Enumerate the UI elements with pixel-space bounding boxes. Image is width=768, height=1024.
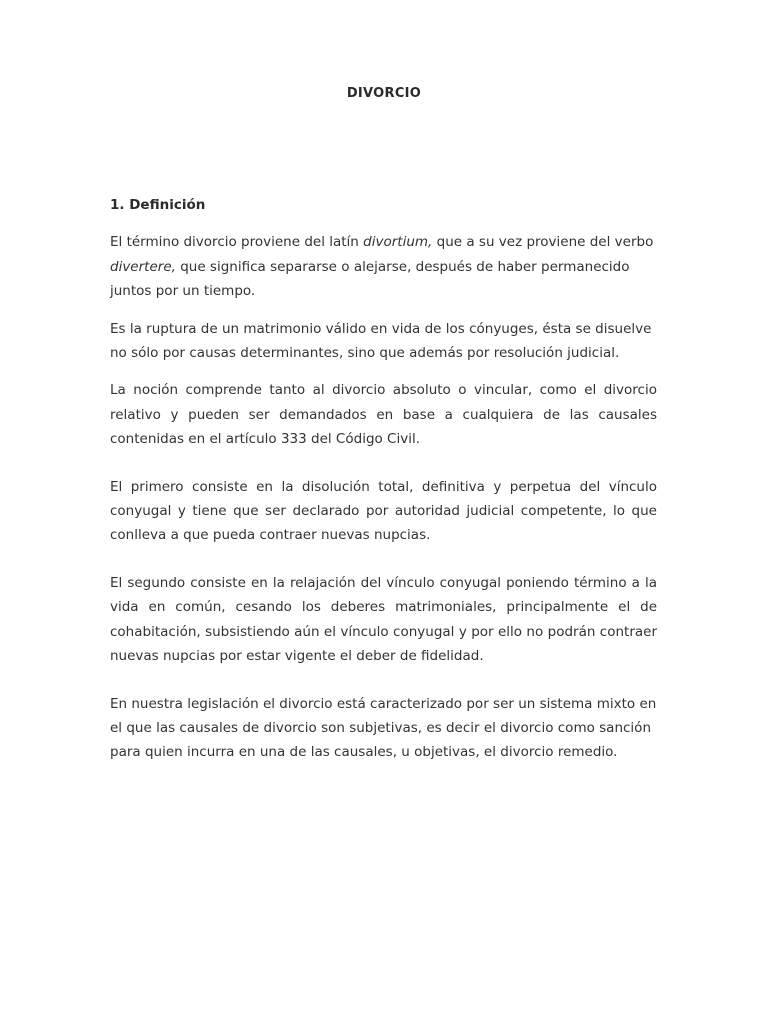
paragraph-definition-etymology [110,230,657,303]
paragraph-types: La noción comprende tanto al divorcio absoluto o vincular, como el divorcio relativo y pueden ser demandados en base a cualquiera de las causales contenidas en el artículo 333 del Código Civil. [110,382,657,448]
paragraph-legislation: En nuestra legislación el divorcio está caracterizado por ser un sistema mixto en el que las causales de divorcio son subjetivas, es decir el divorcio como sanción para quien incurra en una de las causales, u objetivas, el divorcio remedio. [110,695,657,761]
section-heading: 1. Definición [110,197,206,213]
paragraph-definition-rupture: Es la ruptura de un matrimonio válido en vida de los cónyuges, ésta se disuelve no sólo por causas determinantes, sino que además por resolución judicial. [110,320,652,362]
paragraph-text: El término divorcio proviene del latín [110,234,364,251]
paragraph-text: que a su vez proviene del verbo [432,234,654,251]
paragraph-text: que significa separarse o alejarse, después de haber permanecido juntos por un tiempo. [110,258,630,300]
latin-term-divortium: divortium, [363,234,433,251]
paragraph-absolute-divorce: El primero consiste en la disolución total, definitiva y perpetua del vínculo conyugal y tiene que ser declarado por autoridad judicial competente, lo que conlleva a que pueda contraer nuevas nupcias. [110,478,657,544]
paragraph-relative-divorce: El segundo consiste en la relajación del vínculo conyugal poniendo término a la vida en común, cesando los deberes matrimoniales, principalmente el de cohabitación, subsistiendo aún el vínculo conyugal y por ello no podrán contraer nuevas nupcias por estar vigente el deber de fidelidad. [110,574,657,665]
document-title: DIVORCIO [346,86,422,101]
document-body [110,193,657,778]
latin-term-divertere: divertere, [110,258,176,275]
